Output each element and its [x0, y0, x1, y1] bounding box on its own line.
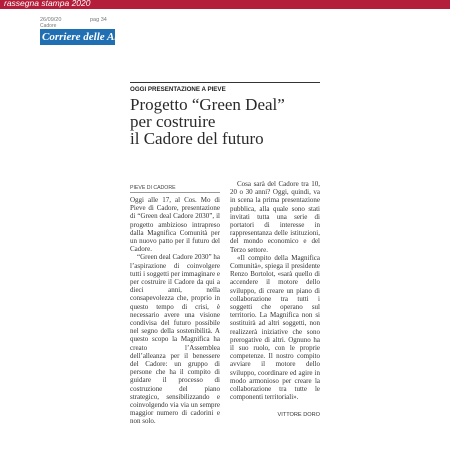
newspaper-article [130, 82, 320, 426]
dateline: PIEVE DI CADORE [130, 185, 176, 191]
paragraph: «Il compito della Magnifica Comunità», spiega il presidente Renzo Bortolot, «sarà quello di accendere il motore dello sviluppo, di creare un piano di collaborazione tra tutti i soggetti che operano sul territorio. La Magnifica non si sostituirà ad altri soggetti, non realizzerà iniziative che sono prerogative di altri. Ognuno ha il suo ruolo, con le proprie competenze. Il nostro compito avviare il motore dello sviluppo, coordinare ed agire in modo armonioso per creare la collaborazione tra tutte le componenti territoriali». [230, 253, 320, 402]
headline-line: per costruire [130, 112, 216, 131]
article-kicker: OGGI PRESENTAZIONE A PIEVE [130, 86, 226, 93]
clip-page: pag 34 [90, 17, 107, 23]
article-top-rule [130, 82, 320, 83]
clip-section: Cadore [40, 23, 57, 29]
banner-text: rassegna stampa 2020 [4, 0, 91, 8]
masthead-logo: Corriere delle Alpi [42, 31, 126, 43]
clip-date: 26/09/20 [40, 17, 62, 23]
dateline-rule [130, 192, 220, 193]
article-signature: VITTORE DORO [277, 412, 320, 418]
headline-line: Progetto “Green Deal” [130, 95, 285, 114]
article-headline [130, 96, 320, 147]
paragraph: “Green deal Cadore 2030” ha l’aspirazione di coinvolgere tutti i soggetti per immaginare e per costruire il Cadore da qui a dieci anni, nella consapevolezza che, proprio in questo tempo di crisi, è necessario avere una visione condivisa del futuro possibile nel segno della sostenibilità. A questo scopo la Magnifica ha creato l’Assemblea dell’alleanza per il benessere del Cadore: un gruppo di persone che ha il compito di guidare il processo di costruzione del piano strategico, sensibilizzando e coinvolgendo via via un sempre maggior numero di cadorini e non solo. [130, 253, 220, 426]
paragraph: Oggi alle 17, al Cos. Mo di Pieve di Cadore, presentazione di “Green deal Cadore 2030”, il progetto ambizioso intrapreso dalla Magnifica Comunità per un nuovo patto per il futuro del Cadore. [130, 196, 220, 254]
headline-line: il Cadore del futuro [130, 129, 264, 148]
article-column-left [130, 196, 220, 426]
article-column-right [230, 180, 320, 401]
press-review-banner [0, 0, 450, 9]
paragraph: Cosa sarà del Cadore tra 10, 20 o 30 anni? Oggi, quindi, va in scena la prima presentazione pubblica, alla quale sono stati invitati tutta una serie di portatori di interesse in rappresentanza delle istituzioni, del mondo economico e del Terzo settore. [230, 180, 320, 254]
